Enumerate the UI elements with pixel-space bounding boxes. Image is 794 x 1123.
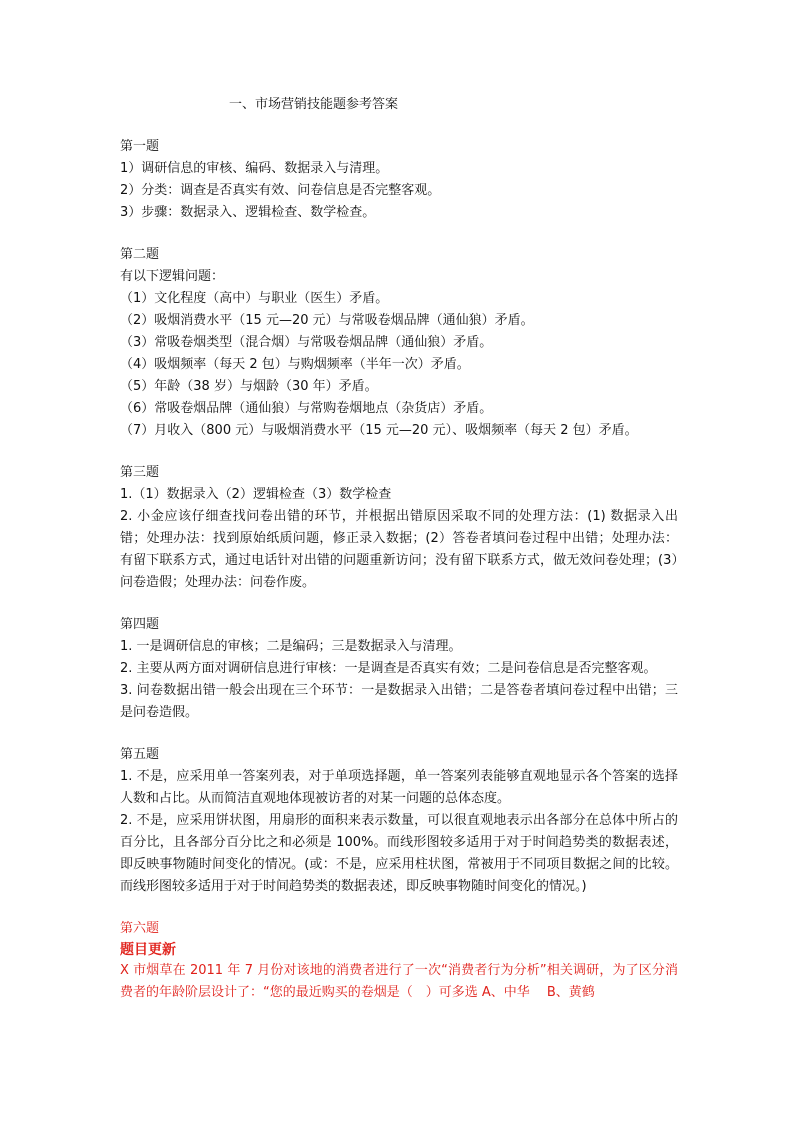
section-intro: 有以下逻辑问题：	[120, 269, 225, 284]
answer-line: （7）月收入（800 元）与吸烟消费水平（15 元—20 元）、吸烟频率（每天 2 包）矛盾。	[120, 423, 638, 438]
answer-line: （1）文化程度（高中）与职业（医生）矛盾。	[120, 291, 389, 306]
answer-paragraph: 1.（1）数据录入（2）逻辑检查（3）数学检查	[120, 487, 392, 502]
answer-paragraph: 1. 不是，应采用单一答案列表，对于单项选择题，单一答案列表能够直观地显示各个答案的选择人数和占比。从而简洁直观地体现被访者的对某一问题的总体态度。	[120, 769, 678, 806]
answer-line: （2）吸烟消费水平（15 元—20 元）与常吸卷烟品牌（通仙狼）矛盾。	[120, 313, 534, 328]
answer-paragraph: 3. 问卷数据出错一般会出现在三个环节：一是数据录入出错；二是答卷者填问卷过程中出错；三是问卷造假。	[120, 683, 678, 720]
section-q3	[120, 462, 678, 594]
section-q4	[120, 614, 678, 724]
answer-line: 3）步骤：数据录入、逻辑检查、数学检查。	[120, 205, 376, 220]
question-paragraph: X 市烟草在 2011 年 7 月份对该地的消费者进行了一次“消费者行为分析”相关调研，为了区分消费者的年龄阶层设计了：“您的最近购买的卷烟是（ ）可多选 A、中华 B、黄鹤	[120, 963, 678, 1000]
section-heading: 第四题	[120, 617, 160, 632]
answer-line: （3）常吸卷烟类型（混合烟）与常吸卷烟品牌（通仙狼）矛盾。	[120, 335, 493, 350]
update-notice: 题目更新	[120, 942, 176, 958]
answer-line: （6）常吸卷烟品牌（通仙狼）与常购卷烟地点（杂货店）矛盾。	[120, 401, 493, 416]
answer-line: 2）分类：调查是否真实有效、问卷信息是否完整客观。	[120, 183, 441, 198]
answer-line: （5）年龄（38 岁）与烟龄（30 年）矛盾。	[120, 379, 378, 394]
answer-paragraph: 2. 不是，应采用饼状图，用扇形的面积来表示数量，可以很直观地表示出各部分在总体中所占的百分比，且各部分百分比之和必须是 100%。而线形图较多适用于对于时间趋势类的数据表述，即反映事物随时间变化的情况。(或：不是，应采用柱状图，常被用于不同项目数据之间的比较。而线形图较多适用于对于时间趋势类的数据表述，即反映事物随时间变化的情况。)	[120, 813, 678, 894]
section-heading: 第六题	[120, 921, 160, 936]
section-heading: 第一题	[120, 139, 160, 154]
answer-paragraph: 1. 一是调研信息的审核；二是编码；三是数据录入与清理。	[120, 639, 462, 654]
answer-line: 1）调研信息的审核、编码、数据录入与清理。	[120, 161, 389, 176]
section-heading: 第二题	[120, 247, 160, 262]
document-body	[120, 96, 678, 1024]
section-q1	[120, 136, 678, 224]
section-heading: 第三题	[120, 465, 160, 480]
section-q2	[120, 244, 678, 442]
section-q5	[120, 744, 678, 898]
page-title: 一、市场营销技能题参考答案	[229, 97, 399, 112]
section-heading: 第五题	[120, 747, 160, 762]
answer-paragraph: 2. 主要从两方面对调研信息进行审核：一是调查是否真实有效；二是问卷信息是否完整客观。	[120, 661, 657, 676]
answer-paragraph: 2. 小金应该仔细查找问卷出错的环节，并根据出错原因采取不同的处理方法：(1) 数据录入出错；处理办法：找到原始纸质问题，修正录入数据；(2）答卷者填问卷过程中出错；处理办法：有留下联系方式，通过电话针对出错的问题重新访问；没有留下联系方式，做无效问卷处理；(3）问卷造假；处理办法：问卷作废。	[120, 509, 678, 590]
section-q6	[120, 918, 678, 1004]
answer-line: （4）吸烟频率（每天 2 包）与购烟频率（半年一次）矛盾。	[120, 357, 470, 372]
